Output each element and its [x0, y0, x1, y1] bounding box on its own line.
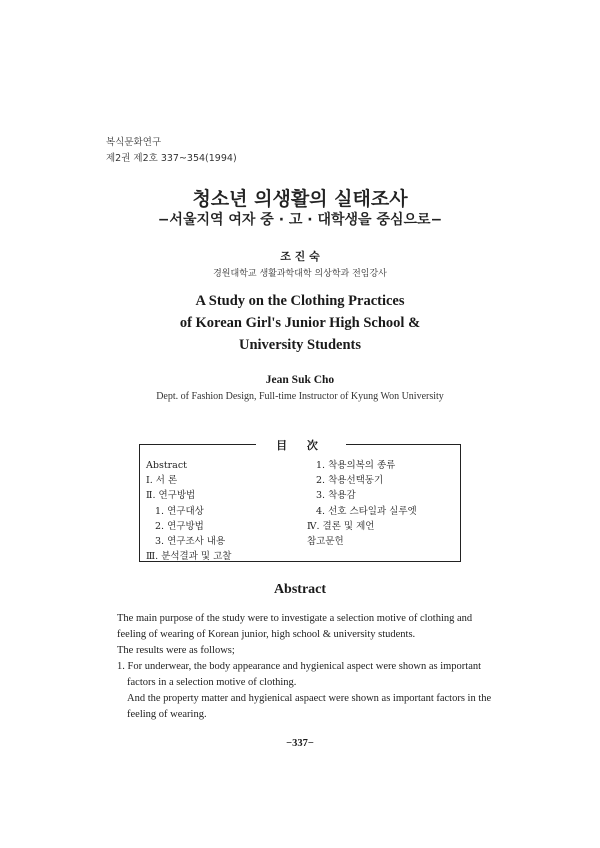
- toc-item: 3. 착용감: [316, 490, 356, 502]
- english-title-line-3: University Students: [238, 337, 362, 353]
- toc-item: Abstract: [146, 460, 187, 471]
- author-korean-affiliation: 경원대학교 생활과학대학 의상학과 전임강사: [213, 269, 387, 279]
- toc-item: 4. 선호 스타일과 실루엣: [316, 505, 417, 517]
- author-english-name: Jean Suk Cho: [265, 374, 335, 386]
- page-number: −337−: [286, 738, 314, 749]
- korean-title: 청소년 의생활의 실태조사: [192, 188, 408, 210]
- author-korean-name: 조 진 숙: [280, 250, 320, 263]
- toc-item: 참고문헌: [307, 536, 344, 548]
- abstract-list-item: And the property matter and hygienical aspaect were shown as important factors in the feeling of wearing.: [127, 693, 492, 720]
- toc-item: Ⅳ. 결론 및 제언: [307, 520, 375, 532]
- abstract-paragraph: The results were as follows;: [117, 645, 235, 656]
- abstract-heading: Abstract: [273, 582, 327, 597]
- abstract-body: [117, 611, 497, 723]
- author-english-affiliation: Dept. of Fashion Design, Full-time Instructor of Kyung Won University: [156, 391, 444, 402]
- toc-item: Ⅰ. 서 론: [146, 475, 178, 487]
- toc-left-column: [146, 458, 231, 564]
- table-of-contents-heading: 目 次: [256, 437, 346, 451]
- toc-item: 2. 착용선택동기: [316, 475, 384, 487]
- toc-item: 1. 착용의복의 종류: [316, 460, 396, 471]
- toc-item: 2. 연구방법: [155, 520, 204, 532]
- journal-name: 복식문화연구: [106, 137, 162, 148]
- toc-item: Ⅲ. 분석결과 및 고찰: [146, 551, 232, 563]
- abstract-list-item: 1. For underwear, the body appearance and hygienical aspect were shown as important factors in a selection motive of clothing.: [117, 661, 482, 688]
- journal-citation: 제2권 제2호 337~354(1994): [106, 153, 237, 164]
- english-title-line-2: of Korean Girl's Junior High School &: [179, 315, 421, 331]
- toc-item: Ⅱ. 연구방법: [146, 490, 196, 502]
- korean-subtitle: −서울지역 여자 중 · 고 · 대학생을 중심으로−: [157, 212, 443, 228]
- toc-item: 1. 연구대상: [155, 505, 204, 517]
- toc-right-column: [307, 458, 417, 549]
- toc-item: 3. 연구조사 내용: [155, 536, 226, 548]
- english-title-line-1: A Study on the Clothing Practices: [195, 293, 405, 309]
- abstract-paragraph: The main purpose of the study were to investigate a selection motive of clothing and feeling of wearing of Korean junior, high school & university students.: [117, 613, 473, 640]
